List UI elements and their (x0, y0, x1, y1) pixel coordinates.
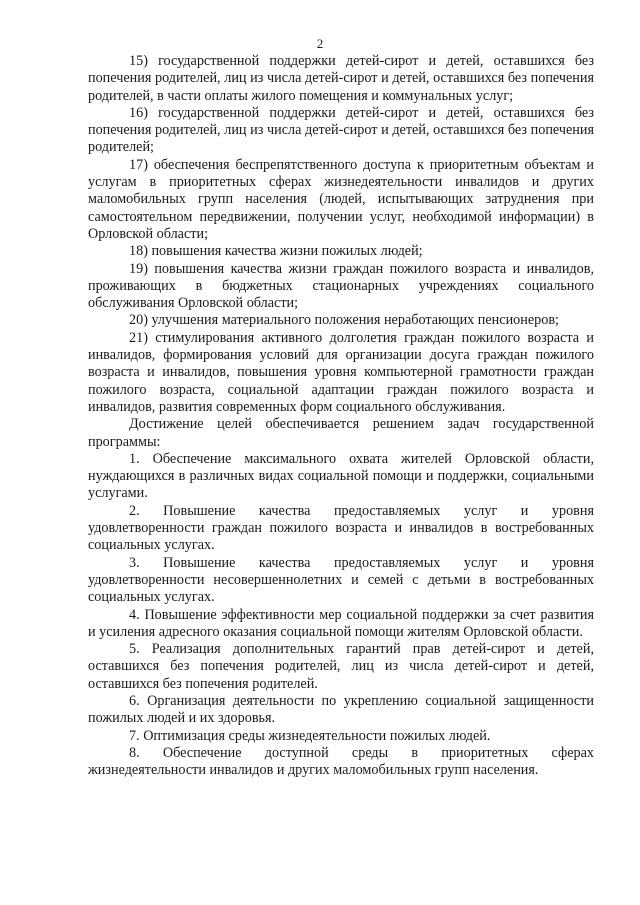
page-number: 2 (316, 36, 324, 51)
task-item-8: 8. Обеспечение доступной среды в приоритетных сферах жизнедеятельности инвалидов и других маломобильных групп населения. (88, 744, 594, 779)
paragraph-item-17: 17) обеспечения беспрепятственного доступа к приоритетным объектам и услугам в приоритетных сферах жизнедеятельности инвалидов и других маломобильных групп населения (людей, испытывающих затруднения при самостоятельном передвижении, получении услуг, необходимой информации) в Орловской области; (88, 156, 594, 242)
task-item-4: 4. Повышение эффективности мер социальной поддержки за счет развития и усиления адресного оказания социальной помощи жителям Орловской области. (88, 606, 594, 640)
task-item-1: 1. Обеспечение максимального охвата жителей Орловской области, нуждающихся в различных видах социальной помощи и поддержки, социальными услугами. (88, 450, 594, 502)
task-item-2: 2. Повышение качества предоставляемых услуг и уровня удовлетворенности граждан пожилого возраста и инвалидов в востребованных социальных услугах. (88, 502, 594, 554)
paragraph-item-20: 20) улучшения материального положения неработающих пенсионеров; (129, 312, 559, 329)
paragraph-item-19: 19) повышения качества жизни граждан пожилого возраста и инвалидов, проживающих в бюджетных стационарных учреждениях социального обслуживания Орловской области; (88, 260, 594, 312)
task-item-7: 7. Оптимизация среды жизнедеятельности пожилых людей. (129, 727, 491, 744)
paragraph-item-21: 21) стимулирования активного долголетия граждан пожилого возраста и инвалидов, формирования условий для организации досуга граждан пожилого возраста и инвалидов, повышения уровня компьютерной грамотности граждан пожилого возраста, социальной адаптации граждан пожилого возраста и инвалидов, развития современных форм социального обслуживания. (88, 329, 594, 415)
paragraph-item-15: 15) государственной поддержки детей-сирот и детей, оставшихся без попечения родителей, лиц из числа детей-сирот и детей, оставшихся без попечения родителей, в части оплаты жилого помещения и коммунальных услуг; (88, 53, 594, 104)
paragraph-item-18: 18) повышения качества жизни пожилых людей; (129, 243, 423, 260)
paragraph-item-16: 16) государственной поддержки детей-сирот и детей, оставшихся без попечения родителей, лиц из числа детей-сирот и детей, оставшихся без попечения родителей; (88, 104, 594, 156)
task-item-3: 3. Повышение качества предоставляемых услуг и уровня удовлетворенности несовершеннолетних и семей с детьми в востребованных социальных услугах. (88, 554, 594, 606)
document-body (88, 53, 594, 779)
task-item-5: 5. Реализация дополнительных гарантий прав детей-сирот и детей, оставшихся без попечения родителей, лиц из числа детей-сирот и детей, оставшихся без попечения родителей. (88, 641, 594, 692)
tasks-intro-paragraph: Достижение целей обеспечивается решением задач государственной программы: (88, 416, 594, 450)
task-item-6: 6. Организация деятельности по укреплению социальной защищенности пожилых людей и их здоровья. (88, 692, 594, 727)
